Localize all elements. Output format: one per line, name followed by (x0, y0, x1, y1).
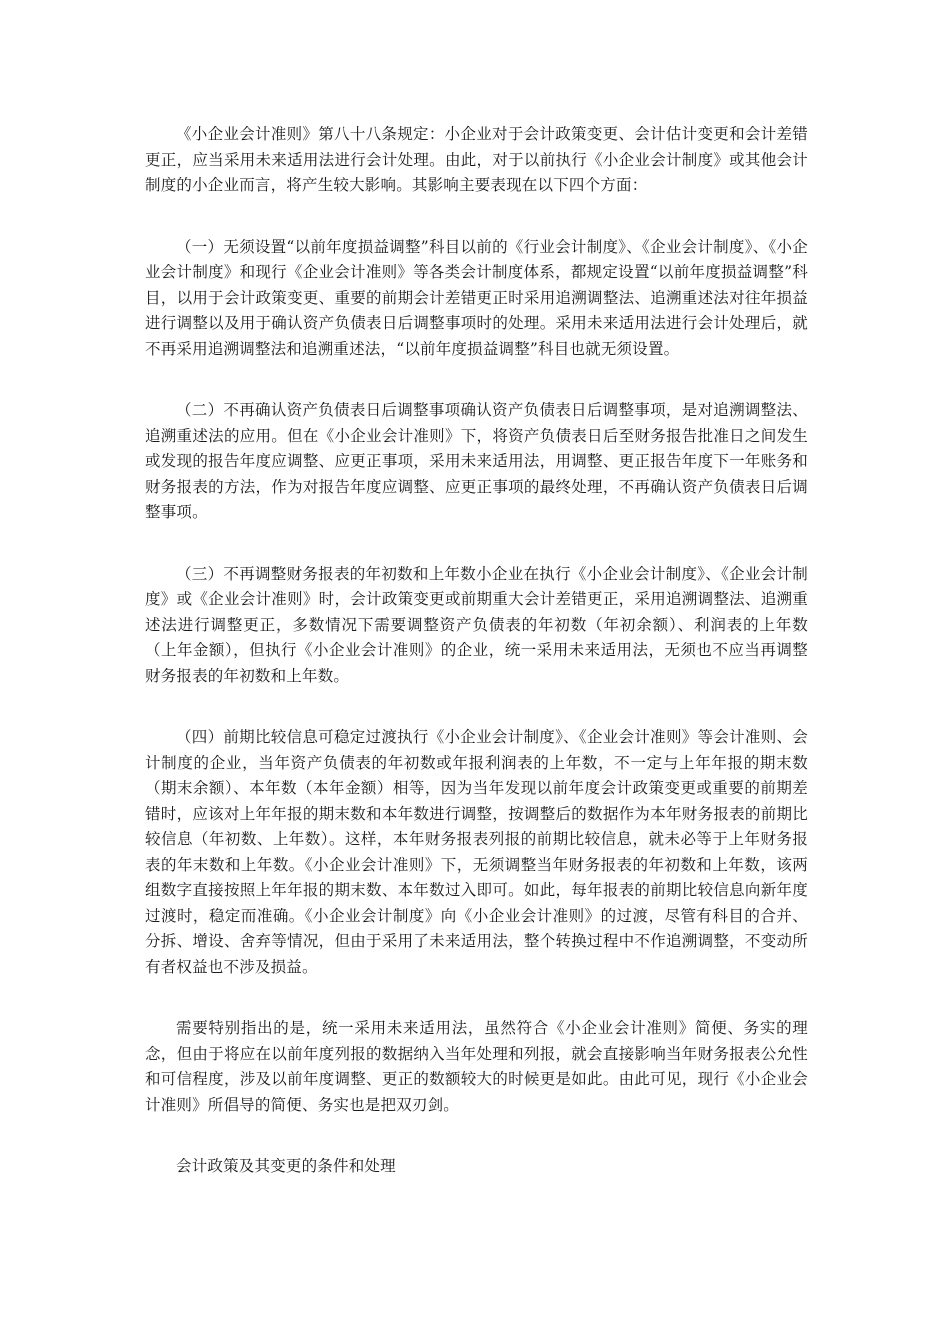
document-page (145, 122, 808, 1180)
paragraph-conclusion: 需要特别指出的是，统一采用未来适用法，虽然符合《小企业会计准则》简便、务实的理念，但由于将应在以前年度列报的数据纳入当年处理和列报，就会直接影响当年财务报表公允性和可信程度，涉及以前年度调整、更正的数额较大的时候更是如此。由此可见，现行《小企业会计准则》所倡导的简便、务实也是把双刃剑。 (145, 1019, 808, 1114)
paragraph-point-4: （四）前期比较信息可稳定过渡执行《小企业会计制度》、《企业会计准则》等会计准则、会计制度的企业，当年资产负债表的年初数或年报利润表的上年数，不一定与上年年报的期末数（期末余额）、本年数（本年金额）相等，因为当年发现以前年度会计政策变更或重要的前期差错时，应该对上年年报的期末数和本年数进行调整，按调整后的数据作为本年财务报表的前期比较信息（年初数、上年数）。这样，本年财务报表列报的前期比较信息，就未必等于上年财务报表的年末数和上年数。《小企业会计准则》下，无须调整当年财务报表的年初数和上年数，该两组数字直接按照上年年报的期末数、本年数过入即可。如此，每年报表的前期比较信息向新年度过渡时，稳定而准确。《小企业会计制度》向《小企业会计准则》的过渡，尽管有科目的合并、分拆、增设、舍弃等情况，但由于采用了未来适用法，整个转换过程中不作追溯调整，不变动所有者权益也不涉及损益。 (145, 728, 808, 976)
paragraph-intro: 《小企业会计准则》第八十八条规定：小企业对于会计政策变更、会计估计变更和会计差错更正，应当采用未来适用法进行会计处理。由此，对于以前执行《小企业会计制度》或其他会计制度的小企业而言，将产生较大影响。其影响主要表现在以下四个方面： (145, 125, 808, 194)
paragraph-point-1: （一）无须设置“以前年度损益调整”科目以前的《行业会计制度》、《企业会计制度》、《小企业会计制度》和现行《企业会计准则》等各类会计制度体系，都规定设置“以前年度损益调整”科目，以用于会计政策变更、重要的前期会计差错更正时采用追溯调整法、追溯重述法对往年损益进行调整以及用于确认资产负债表日后调整事项时的处理。采用未来适用法进行会计处理后，就不再采用追溯调整法和追溯重述法，“以前年度损益调整”科目也就无须设置。 (145, 237, 808, 358)
section-heading: 会计政策及其变更的条件和处理 (176, 1157, 396, 1175)
paragraph-point-3: （三）不再调整财务报表的年初数和上年数小企业在执行《小企业会计制度》、《企业会计制度》或《企业会计准则》时，会计政策变更或前期重大会计差错更正，采用追溯调整法、追溯重述法进行调整更正，多数情况下需要调整资产负债表的年初数（年初余额）、利润表的上年数（上年金额），但执行《小企业会计准则》的企业，统一采用未来适用法，无须也不应当再调整财务报表的年初数和上年数。 (145, 564, 808, 685)
paragraph-point-2: （二）不再确认资产负债表日后调整事项确认资产负债表日后调整事项，是对追溯调整法、追溯重述法的应用。但在《小企业会计准则》下，将资产负债表日后至财务报告批准日之间发生或发现的报告年度应调整、应更正事项，采用未来适用法，用调整、更正报告年度下一年账务和财务报表的方法，作为对报告年度应调整、应更正事项的最终处理，不再确认资产负债表日后调整事项。 (145, 401, 808, 521)
